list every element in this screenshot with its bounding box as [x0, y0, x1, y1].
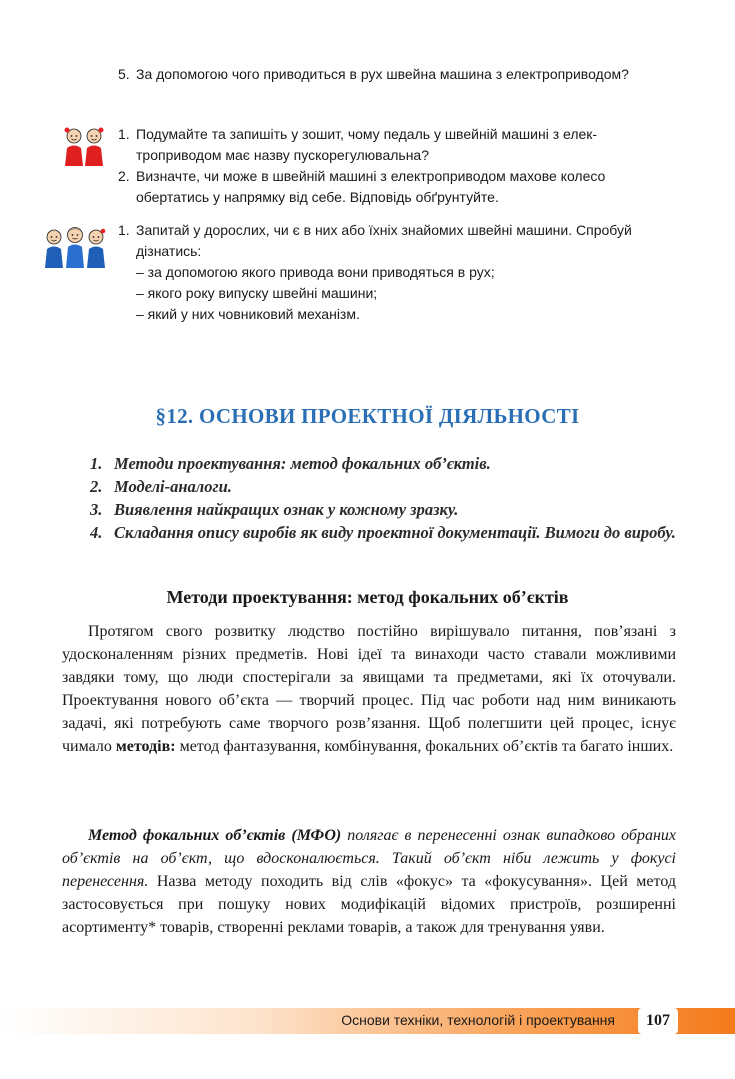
task-group-family — [118, 220, 678, 325]
topic-number: 3. — [90, 500, 103, 519]
task-text: Визначте, чи може в швейній машині з електроприводом махове колесо обертатись у напрямку від себе. Відповідь обґрунтуйте. — [136, 168, 606, 205]
topic-text: Складання опису виробів як виду проектної документації. Вимоги до виробу. — [114, 523, 676, 542]
paragraph-1 — [62, 620, 676, 758]
task-item — [118, 166, 678, 208]
topic-item — [90, 521, 690, 544]
task-number: 1. — [118, 126, 130, 142]
definition-text: полягає в перенесенні ознак випадково обраних об’єктів на об’єкт, що вдосконалюється. Такий об’єкт ніби лежить у фокусі перенесення. — [62, 827, 677, 890]
topic-text: Моделі-аналоги. — [114, 477, 232, 496]
topic-item — [90, 475, 690, 498]
paragraph-text: Протягом свого розвитку людство постійно вирішувало питання, пов’язані з удосконаленням різних предметів. Нові ідеї та винаходи часто ставали можливими завдяки тому, що люди спостерігали за явищами та предметами, які їх оточували. Проектування нового об’єкта — творчий процес. Під час роботи над ним виникають задачі, які потребують саме творчого розв’язання. Щоб полегшити цей процес, існує чимало — [62, 623, 676, 755]
topic-number: 4. — [90, 523, 103, 542]
task-text: Запитай у дорослих, чи є в них або їхніх знайомих швейні машини. Спробуй дізнатись: — [136, 222, 632, 259]
task-list — [118, 220, 678, 262]
section-topics — [90, 452, 690, 544]
footer-title: Основи техніки, технологій і проектування — [341, 1012, 615, 1028]
task-group-pair — [118, 124, 678, 208]
topic-text: Виявлення найкращих ознак у кожному зразку. — [114, 500, 459, 519]
page-number: 107 — [638, 1008, 678, 1034]
topic-item — [90, 498, 690, 521]
topic-item — [90, 452, 690, 475]
two-kids-red-icon — [60, 124, 108, 168]
task-item — [118, 124, 678, 166]
task-text: Подумайте та запишіть у зошит, чому педаль у швейній машині з електроприводом має назву пускорегулювальна? — [136, 126, 598, 163]
question-5 — [118, 64, 678, 85]
task-item — [118, 220, 678, 262]
task-number: 2. — [118, 168, 130, 184]
task-sub-item: – який у них човниковий механізм. — [136, 306, 360, 322]
task-sub-item: – за допомогою якого привода вони приводяться в рух; — [136, 264, 495, 280]
definition-term: Метод фокальних об’єктів (МФО) — [88, 827, 342, 844]
paragraph-bold-term: методів: — [115, 738, 176, 755]
three-kids-blue-icon — [42, 224, 108, 270]
task-list — [118, 124, 678, 208]
section-title: §12. ОСНОВИ ПРОЕКТНОЇ ДІЯЛЬНОСТІ — [155, 404, 580, 428]
topic-number: 2. — [90, 477, 103, 496]
topic-number: 1. — [90, 454, 103, 473]
topic-text: Методи проектування: метод фокальних об’єктів. — [114, 454, 491, 473]
subheading: Методи проектування: метод фокальних об’єктів — [166, 587, 569, 607]
task-number: 1. — [118, 222, 130, 238]
paragraph-2 — [62, 824, 676, 939]
task-sub-item: – якого року випуску швейні машини; — [136, 285, 378, 301]
paragraph-text: Назва методу походить від слів «фокус» та «фокусування». Цей метод застосовується при пошуку нових модифікацій відомих пристроїв, розширенні асортименту* товарів, створенні реклами товарів, а також для тренування уяви. — [62, 873, 676, 936]
paragraph-text: метод фантазування, комбінування, фокальних об’єктів та багато інших. — [175, 738, 674, 755]
question-text: За допомогою чого приводиться в рух швейна машина з електроприводом? — [136, 66, 629, 82]
question-number: 5. — [118, 66, 130, 82]
